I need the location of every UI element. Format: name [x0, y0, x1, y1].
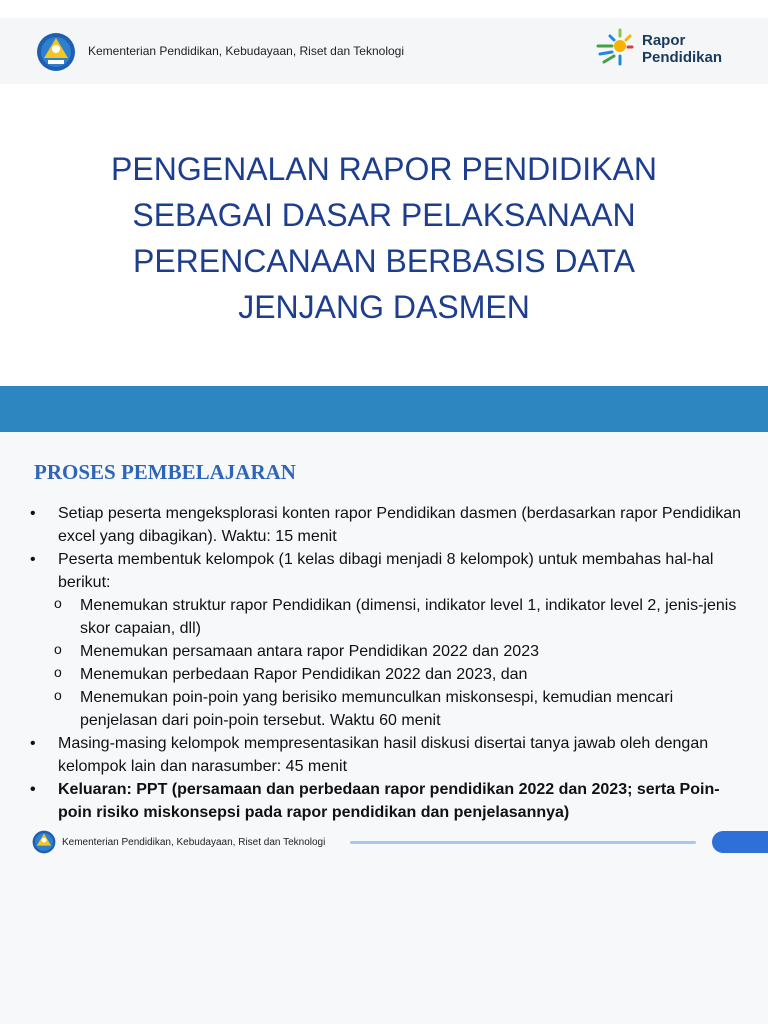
bullet-item — [30, 732, 742, 778]
title-line-2: SEBAGAI DASAR PELAKSANAAN — [132, 197, 636, 233]
circle-bullet-icon: o — [54, 687, 62, 703]
circle-bullet-icon: o — [54, 641, 62, 657]
slide-header — [0, 18, 768, 84]
bullet-item-output — [30, 778, 742, 824]
title-line-4: JENJANG DASMEN — [238, 289, 530, 325]
sub-bullet-text: Menemukan persamaan antara rapor Pendidikan 2022 dan 2023 — [80, 643, 539, 660]
bullet-icon: • — [30, 551, 36, 568]
logo-line-1: Rapor — [642, 32, 686, 49]
bullet-text: Masing-masing kelompok mempresentasikan hasil diskusi disertai tanya jawab oleh dengan kelompok lain dan narasumber: 45 menit — [58, 735, 709, 775]
footer-ministry-name: Kementerian Pendidikan, Kebudayaan, Riset dan Teknologi — [62, 837, 326, 848]
rapor-pendidikan-logo-icon — [594, 28, 634, 68]
rapor-pendidikan-logo-text — [642, 32, 722, 66]
title-line-3: PERENCANAAN BERBASIS DATA — [132, 243, 636, 279]
bullet-icon: • — [30, 781, 36, 798]
sub-bullet-item — [30, 686, 742, 732]
footer-divider — [350, 841, 696, 844]
bullet-text: Setiap peserta mengeksplorasi konten rapor Pendidikan dasmen (berdasarkan rapor Pendidikan excel yang dibagikan). Waktu: 15 menit — [58, 505, 742, 545]
sub-bullet-text: Menemukan struktur rapor Pendidikan (dimensi, indikator level 1, indikator level 2, jenis-jenis skor capaian, dll) — [80, 597, 737, 637]
bullet-item — [30, 548, 742, 594]
content-slide — [0, 432, 768, 1024]
sub-bullet-item — [30, 663, 742, 686]
tut-wuri-handayani-logo-icon — [36, 32, 76, 72]
title-line-1: PENGENALAN RAPOR PENDIDIKAN — [111, 151, 657, 187]
sub-bullet-item — [30, 640, 742, 663]
sub-bullet-text: Menemukan perbedaan Rapor Pendidikan 2022 dan 2023, dan — [80, 666, 528, 683]
bullet-text: Keluaran: PPT (persamaan dan perbedaan rapor pendidikan 2022 dan 2023; serta Poin-poin risiko miskonsepsi pada rapor pendidikan dan penjelasannya) — [58, 781, 720, 821]
circle-bullet-icon: o — [54, 595, 62, 611]
ministry-name: Kementerian Pendidikan, Kebudayaan, Riset dan Teknologi — [88, 44, 404, 58]
slide-title — [30, 146, 738, 330]
footer-ministry-logo-icon — [32, 830, 56, 854]
bullet-item — [30, 502, 742, 548]
bullet-icon: • — [30, 735, 36, 752]
bullet-list — [30, 502, 742, 824]
sub-bullet-text: Menemukan poin-poin yang berisiko memunculkan miskonsespi, kemudian mencari penjelasan dari poin-poin tersebut. Waktu 60 menit — [80, 689, 674, 729]
footer-accent-pill — [712, 831, 768, 853]
circle-bullet-icon: o — [54, 664, 62, 680]
title-slide — [0, 0, 768, 432]
bullet-icon: • — [30, 505, 36, 522]
blue-band — [0, 386, 768, 432]
sub-bullet-item — [30, 594, 742, 640]
bullet-text: Peserta membentuk kelompok (1 kelas dibagi menjadi 8 kelompok) untuk membahas hal-hal berikut: — [58, 551, 714, 591]
section-title: PROSES PEMBELAJARAN — [34, 460, 296, 484]
logo-line-2: Pendidikan — [642, 49, 723, 66]
